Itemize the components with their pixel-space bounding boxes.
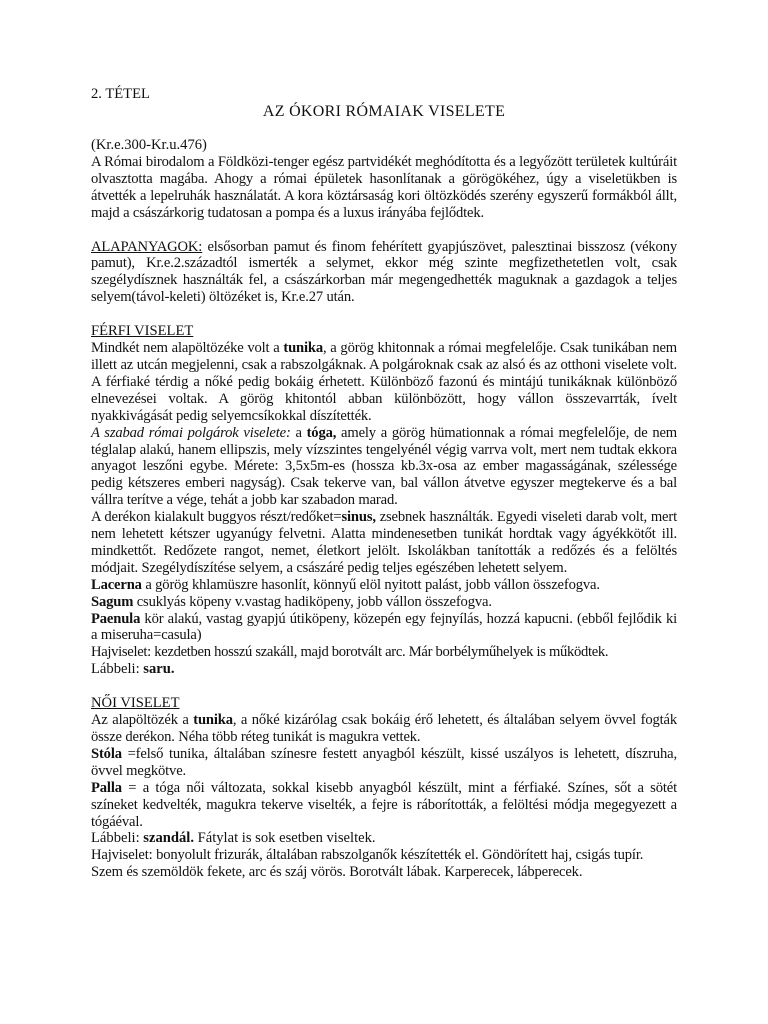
term-tunika: tunika (193, 712, 233, 729)
makeup-line: Szem és szemöldök fekete, arc és száj vörös. Borotvált lábak. Karperecek, lábperecek. (91, 864, 583, 881)
page-title: AZ ÓKORI RÓMAIAK VISELETE (262, 103, 506, 120)
stola-line (91, 746, 677, 780)
text-run: Fátylat is sok esetben viseltek. (193, 830, 376, 847)
text-run: a görög khlamüszre hasonlít, könnyű elöl nyitott palást, jobb vállon összefogva. (141, 576, 600, 593)
text-run: Lábbeli: (91, 830, 144, 847)
text-run: , a görög khitonnak a római megfelelője. Csak tunikában nem illett az utcán megjelenni, csak a rabszolgáknak. A polgároknak csak az alsó és az otthoni viselete volt. A férfiaké térdig a nőké pedig bokáig érhetett. Különböző fazonú és mintájú tunikáknak különböző elnevezései voltak. A görög khitontól abban különbözött, hogy vállon összevarrták, ívelt nyakkivágását pedig selyemcsíkokkal díszítették. (91, 340, 677, 424)
intro-paragraph: A Római birodalom a Földközi-tenger egész partvidékét meghódította és a legyőzött területek kultúráit olvasztotta magába. Ahogy a római épületek hasonlítanak a görögökéhez, úgy a viseletükben is átvették a lepelruhák használatát. A kora köztársaság kori öltözködés szerény egyszerű formákból állt, majd a császárkorig tudatosan a pompa és a luxus irányába fejlődtek. (91, 153, 677, 221)
male-hair-line: Hajviselet: kezdetben hosszú szakáll, majd borotvált arc. Már borbélyműhelyek is működtek. (91, 644, 609, 661)
sagum-line (91, 594, 677, 611)
female-paragraph-1 (91, 712, 677, 746)
male-paragraph-1 (91, 340, 677, 425)
text-run: A derékon kialakult buggyos részt/redőket= (91, 509, 342, 526)
italic-lead: A szabad római polgárok viselete: (91, 424, 291, 441)
term-tunika: tunika (283, 340, 324, 357)
male-shoes-line (91, 661, 677, 678)
term-stola: Stóla (91, 745, 122, 762)
text-run: = a tóga női változata, sokkal kisebb anyagból készült, mint a férfiaké. Színes, sőt a sötét színeket kedvelték, magukra tekerve viselték, a fejre is ráborították, a felöltési módja megegyezett a tógáéval. (91, 779, 677, 830)
term-toga: tóga, (306, 424, 337, 441)
text-run: Lábbeli: (91, 661, 144, 678)
female-shoes-line (91, 830, 677, 847)
palla-line (91, 780, 677, 831)
text-run: csuklyás köpeny v.vastag hadiköpeny, jobb vállon összefogva. (133, 593, 492, 610)
term-paenula: Paenula (91, 610, 141, 627)
title-block (91, 86, 677, 120)
female-heading: NŐI VISELET (91, 695, 180, 712)
text-run: =felső tunika, általában színesre festett anyagból készült, kissé uszályos is lehetett, díszruha, övvel megkötve. (91, 745, 677, 779)
text-run: amely a görög hümationnak a római megfelelője, de nem téglalap alakú, hanem ellipszis, mely vízszintes tengelyénél végig varrva volt, mert nem tudtak ekkora anyagot leszőni egybe. Mérete: 3,5x5m-es (hossza kb.3x-osa az ember magasságának, szélessége pedig kétszeres emberi nagyság). Csak tekerve van, bal vállon átvetve egyszer megtekerve és a bal vállra terítve a vége, tehát a jobb kar szabadon marad. (91, 424, 677, 509)
term-sinus: sinus, (341, 509, 376, 526)
male-paragraph-3 (91, 509, 677, 577)
male-heading: FÉRFI VISELET (91, 323, 194, 340)
female-hair-line: Hajviselet: bonyolult frizurák, általában rabszolganők készítették el. Göndörített haj, csigás tupír. (91, 847, 644, 864)
term-palla: Palla (91, 779, 122, 796)
lacerna-line (91, 577, 677, 594)
period: (Kr.e.300-Kr.u.476) (91, 137, 207, 153)
text-run: Mindkét nem alapöltözéke volt a (91, 340, 284, 357)
text-run: , a nőké kizárólag csak bokáig érő lehetett, és általában selyem övvel fogták össze derékon. Néha több réteg tunikát is magukra vettek. (91, 712, 677, 745)
materials-text: elsősorban pamut és finom fehérített gyapjúszövet, palesztinai bisszosz (vékony pamut), Kr.e.2.századtól ismerték a selymet, ekkor még szinte megfizethetetlen volt, csak szegélydísznek használták fel, a császárkorban már megengedhették maguknak a gazdagok a teljes selyem(távol-keleti) öltözéket is, Kr.e.27 után. (91, 238, 677, 306)
document-body (91, 86, 677, 881)
text-run: a (290, 424, 307, 441)
term-saru: saru. (143, 661, 175, 678)
male-paragraph-2 (91, 425, 677, 510)
topic-number: 2. TÉTEL (91, 86, 150, 102)
paenula-line (91, 611, 677, 645)
text-run: zsebnek használták. Egyedi viseleti darab volt, mert nem lehetett kétszer ugyanúgy felvetni. Alatta mindenesetben tunikát hordtak vagy ágyékkötőt ill. mindkettőt. Redőzete rangot, nemet, életkort jelölt. Iskolákban tanították a redőzés és a felöltés módjait. Szegélydíszítése selyem, a császáré pedig teljes egészében lehetett selyem. (91, 509, 677, 576)
materials-label: ALAPANYAGOK: (91, 238, 203, 255)
text-run: kör alakú, vastag gyapjú útiköpeny, közepén egy fejnyílás, hozzá kapucni. (ebből fejlődik ki a miseruha=casula) (91, 610, 677, 644)
text-run: Az alapöltözék a (91, 712, 194, 729)
term-sagum: Sagum (91, 593, 134, 610)
term-lacerna: Lacerna (91, 576, 142, 593)
materials-paragraph (91, 239, 677, 307)
term-szandal: szandál. (143, 830, 194, 847)
